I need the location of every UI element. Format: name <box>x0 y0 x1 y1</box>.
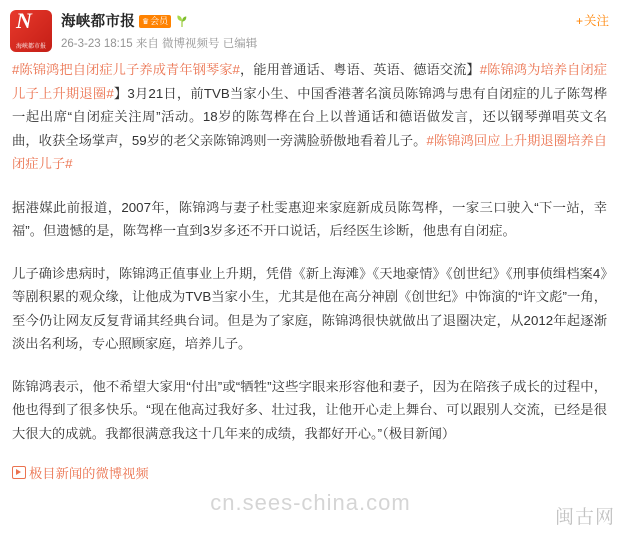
avatar-caption: 海峡都市报 <box>15 44 46 50</box>
topic-link-1[interactable]: #陈锦鸿把自闭症儿子养成青年钢琴家# <box>12 62 240 77</box>
topic-link-3[interactable]: #陈锦鸿回应上升期退圈培养自闭症儿子# <box>12 132 607 171</box>
watermark-center: cn.sees-china.com <box>210 490 411 515</box>
paragraph-3: 儿子确诊患病时，陈锦鸿正值事业上升期，凭借《新上海滩》《天地豪情》《创世纪》《刑事侦缉档案4》等剧积累的观众缘，让他成为TVB当家小生，尤其是他在高分神剧《创世纪》中饰演的“许文彪”一角，至今仍让网友反复背诵其经典台词。但是为了家庭，陈锦鸿很快就做出了退圈决定，从2012年起逐渐淡出名利场，专心照顾家庭，培养儿子。 <box>12 265 607 351</box>
paragraph-2: 据港媒此前报道，2007年，陈锦鸿与妻子杜雯惠迎来家庭新成员陈驾桦，一家三口驶入“下一站，幸福”。但遗憾的是，陈驾桦一直到3岁多还不开口说话，后经医生诊断，他患有自闭症。 <box>12 199 607 238</box>
leaf-icon[interactable] <box>175 14 189 28</box>
vip-badge-label: 会员 <box>150 15 169 26</box>
video-icon <box>12 466 26 479</box>
paragraph-1-text-b: 】3月21日，前TVB当家小生、中国香港著名演员陈锦鸿与患有自闭症的儿子陈驾桦一起出席“自闭症关注周”活动。18岁的陈驾桦在台上以普通话和德语做发言，还以钢琴弹唱英文名曲，收获全场掌声，59岁的老父亲陈锦鸿则一旁满脸骄傲地看着儿子。 <box>12 85 607 148</box>
video-attachment-label[interactable]: 极目新闻的微博视频 <box>29 466 149 481</box>
follow-button[interactable] <box>576 13 609 29</box>
account-name[interactable]: 海峡都市报 <box>61 13 135 30</box>
post-meta <box>61 35 576 51</box>
video-attachment[interactable] <box>12 462 607 486</box>
source-prefix: 来自 <box>135 38 159 50</box>
watermark-right: 闽古网 <box>554 507 615 528</box>
vip-badge[interactable] <box>139 15 171 28</box>
topic-link-2[interactable]: #陈锦鸿为培养自闭症儿子上升期退圈# <box>12 62 607 101</box>
post-source[interactable]: 微博视频号 <box>162 38 220 50</box>
avatar-letter: N <box>16 10 32 33</box>
follow-label: 关注 <box>583 14 609 28</box>
paragraph-4: 陈锦鸿表示，他不希望大家用“付出”或“牺牲”这些字眼来形容他和妻子，因为在陪孩子成长的过程中，他也得到了很多快乐。“现在他高过我好多、壮过我，让他开心走上舞台、可以跟别人交流，已经是很大很大的成就。我都很满意我这十几年来的成绩，我都好开心。”（极目新闻） <box>12 378 607 441</box>
paragraph-1-text-a: ，能用普通话、粤语、英语、德语交流】 <box>239 62 480 77</box>
account-name-row <box>61 10 576 30</box>
avatar[interactable] <box>10 10 52 52</box>
post-timestamp: 26-3-23 18:15 <box>61 38 133 50</box>
post-content <box>0 58 621 486</box>
crown-icon: ♛ <box>142 16 150 26</box>
paragraph-1 <box>12 58 607 176</box>
post-header <box>0 0 621 58</box>
edited-flag: 已编辑 <box>222 38 258 50</box>
plus-icon: + <box>575 14 583 28</box>
account-info <box>61 10 576 51</box>
